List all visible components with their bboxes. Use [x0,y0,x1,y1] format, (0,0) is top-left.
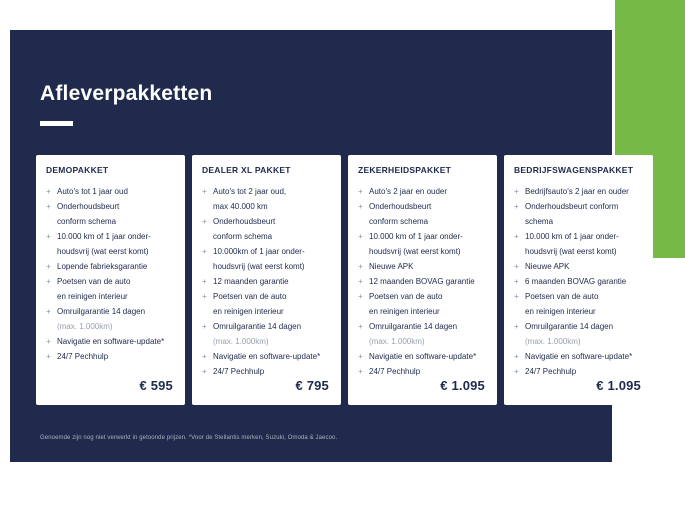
plus-spacer [46,319,57,334]
plus-spacer [46,289,57,304]
feature-line [46,289,176,304]
feature-line [202,334,332,349]
plus-icon: + [358,261,363,271]
plus-spacer [202,259,213,274]
title-underline [40,121,73,126]
feature-line [358,184,488,199]
feature-line [202,349,332,364]
package-title: DEMOPAKKET [46,165,109,175]
plus-icon: + [202,246,207,256]
feature-line [514,199,644,214]
feature-line [46,349,176,364]
plus-icon: + [46,336,51,346]
package-price: € 595 [139,378,173,393]
feature-text: 10.000km of 1 jaar onder- [213,247,305,256]
feature-text: Poetsen van de auto [369,292,443,301]
feature-text: houdsvrij (wat eerst komt) [525,247,617,256]
feature-line [514,319,644,334]
feature-line [202,259,332,274]
plus-icon: + [514,261,519,271]
feature-text: Omruilgarantie 14 dagen [525,322,614,331]
feature-text: (max. 1.000km) [525,337,581,346]
feature-text: schema [525,217,554,226]
feature-line [46,229,176,244]
package-title: DEALER XL PAKKET [202,165,291,175]
plus-spacer [358,244,369,259]
feature-text: Omruilgarantie 14 dagen [213,322,302,331]
feature-line [202,214,332,229]
feature-text: (max. 1.000km) [369,337,425,346]
plus-icon: + [514,351,519,361]
feature-text: Onderhoudsbeurt [57,202,120,211]
feature-text: Auto's 2 jaar en ouder [369,187,448,196]
feature-line [358,229,488,244]
feature-text: Navigatie en software-update* [213,352,321,361]
feature-text: 24/7 Pechhulp [369,367,421,376]
feature-text: Bedrijfsauto's 2 jaar en ouder [525,187,629,196]
feature-line [514,334,644,349]
package-title: ZEKERHEIDSPAKKET [358,165,452,175]
plus-icon: + [358,276,363,286]
feature-text: Poetsen van de auto [213,292,287,301]
feature-line [358,199,488,214]
feature-line [202,199,332,214]
package-title: BEDRIJFSWAGENSPAKKET [514,165,634,175]
feature-text: 10.000 km of 1 jaar onder- [57,232,151,241]
feature-line [202,184,332,199]
feature-list [46,184,176,364]
feature-line [46,214,176,229]
feature-line [358,319,488,334]
feature-line [46,274,176,289]
feature-line [358,274,488,289]
feature-line [358,364,488,379]
plus-icon: + [514,186,519,196]
package-card [36,155,185,405]
plus-icon: + [358,291,363,301]
package-price: € 1.095 [596,378,641,393]
footnote: Genoemde zijn nog niet verwerkt in getoonde prijzen. *Voor de Stellantis merken, Suzuki, Omoda & Jaecoo. [40,435,338,441]
feature-text: Auto's tot 1 jaar oud [57,187,128,196]
plus-spacer [202,229,213,244]
plus-spacer [358,304,369,319]
feature-line [514,229,644,244]
plus-spacer [202,334,213,349]
plus-icon: + [46,201,51,211]
plus-icon: + [46,186,51,196]
plus-icon: + [202,216,207,226]
plus-spacer [514,214,525,229]
feature-text: Onderhoudsbeurt [369,202,432,211]
feature-line [46,319,176,334]
plus-icon: + [514,201,519,211]
plus-icon: + [514,291,519,301]
feature-text: (max. 1.000km) [57,322,113,331]
feature-text: Navigatie en software-update* [525,352,633,361]
feature-line [202,289,332,304]
feature-text: 12 maanden BOVAG garantie [369,277,475,286]
feature-text: conform schema [213,232,273,241]
feature-line [202,274,332,289]
feature-text: en reinigen interieur [213,307,284,316]
feature-line [358,259,488,274]
feature-list [358,184,488,379]
feature-line [358,214,488,229]
feature-line [514,364,644,379]
feature-text: 24/7 Pechhulp [525,367,577,376]
feature-text: max 40.000 km [213,202,268,211]
package-price: € 795 [295,378,329,393]
feature-text: 10.000 km of 1 jaar onder- [369,232,463,241]
plus-icon: + [514,231,519,241]
feature-line [202,304,332,319]
feature-line [358,289,488,304]
plus-icon: + [358,366,363,376]
plus-icon: + [358,321,363,331]
feature-line [514,244,644,259]
plus-spacer [46,244,57,259]
feature-line [202,244,332,259]
plus-icon: + [46,276,51,286]
feature-text: houdsvrij (wat eerst komt) [57,247,149,256]
plus-icon: + [46,231,51,241]
plus-spacer [514,244,525,259]
feature-line [46,259,176,274]
feature-line [358,244,488,259]
feature-text: Poetsen van de auto [525,292,599,301]
plus-icon: + [514,321,519,331]
feature-text: (max. 1.000km) [213,337,269,346]
feature-line [358,349,488,364]
feature-text: Navigatie en software-update* [57,337,165,346]
feature-text: Onderhoudsbeurt conform [525,202,619,211]
plus-icon: + [202,351,207,361]
package-cards [36,155,653,405]
plus-icon: + [358,201,363,211]
feature-line [514,289,644,304]
feature-text: 24/7 Pechhulp [57,352,109,361]
plus-icon: + [202,321,207,331]
package-card [348,155,497,405]
plus-icon: + [46,261,51,271]
feature-text: Navigatie en software-update* [369,352,477,361]
plus-spacer [202,304,213,319]
feature-text: en reinigen interieur [57,292,128,301]
plus-icon: + [202,276,207,286]
feature-line [514,304,644,319]
feature-line [514,349,644,364]
plus-icon: + [358,351,363,361]
plus-icon: + [202,186,207,196]
feature-text: Omruilgarantie 14 dagen [57,307,146,316]
package-price: € 1.095 [440,378,485,393]
feature-text: houdsvrij (wat eerst komt) [213,262,305,271]
feature-line [514,214,644,229]
plus-icon: + [514,276,519,286]
feature-text: 12 maanden garantie [213,277,289,286]
feature-text: 6 maanden BOVAG garantie [525,277,627,286]
plus-spacer [514,304,525,319]
package-card [192,155,341,405]
feature-text: en reinigen interieur [369,307,440,316]
plus-icon: + [358,186,363,196]
feature-list [202,184,332,379]
feature-line [46,304,176,319]
feature-line [514,259,644,274]
plus-spacer [202,199,213,214]
feature-text: en reinigen interieur [525,307,596,316]
plus-spacer [514,334,525,349]
feature-text: conform schema [369,217,429,226]
page-title: Afleverpakketten [40,82,213,105]
plus-icon: + [46,306,51,316]
feature-text: Lopende fabrieksgarantie [57,262,148,271]
feature-text: 10.000 km of 1 jaar onder- [525,232,619,241]
feature-line [46,199,176,214]
feature-line [46,184,176,199]
feature-line [202,364,332,379]
plus-icon: + [358,231,363,241]
feature-line [514,274,644,289]
package-card [504,155,653,405]
feature-text: Omruilgarantie 14 dagen [369,322,458,331]
feature-text: Nieuwe APK [525,262,570,271]
plus-icon: + [202,291,207,301]
feature-line [46,244,176,259]
plus-spacer [46,214,57,229]
feature-text: Nieuwe APK [369,262,414,271]
feature-text: Poetsen van de auto [57,277,131,286]
plus-spacer [358,334,369,349]
feature-text: conform schema [57,217,117,226]
feature-line [202,229,332,244]
plus-icon: + [514,366,519,376]
plus-icon: + [202,366,207,376]
plus-icon: + [46,351,51,361]
feature-line [514,184,644,199]
feature-line [202,319,332,334]
feature-line [46,334,176,349]
feature-line [358,304,488,319]
plus-spacer [358,214,369,229]
feature-text: 24/7 Pechhulp [213,367,265,376]
feature-text: houdsvrij (wat eerst komt) [369,247,461,256]
feature-line [358,334,488,349]
feature-list [514,184,644,379]
feature-text: Auto's tot 2 jaar oud, [213,187,287,196]
feature-text: Onderhoudsbeurt [213,217,276,226]
